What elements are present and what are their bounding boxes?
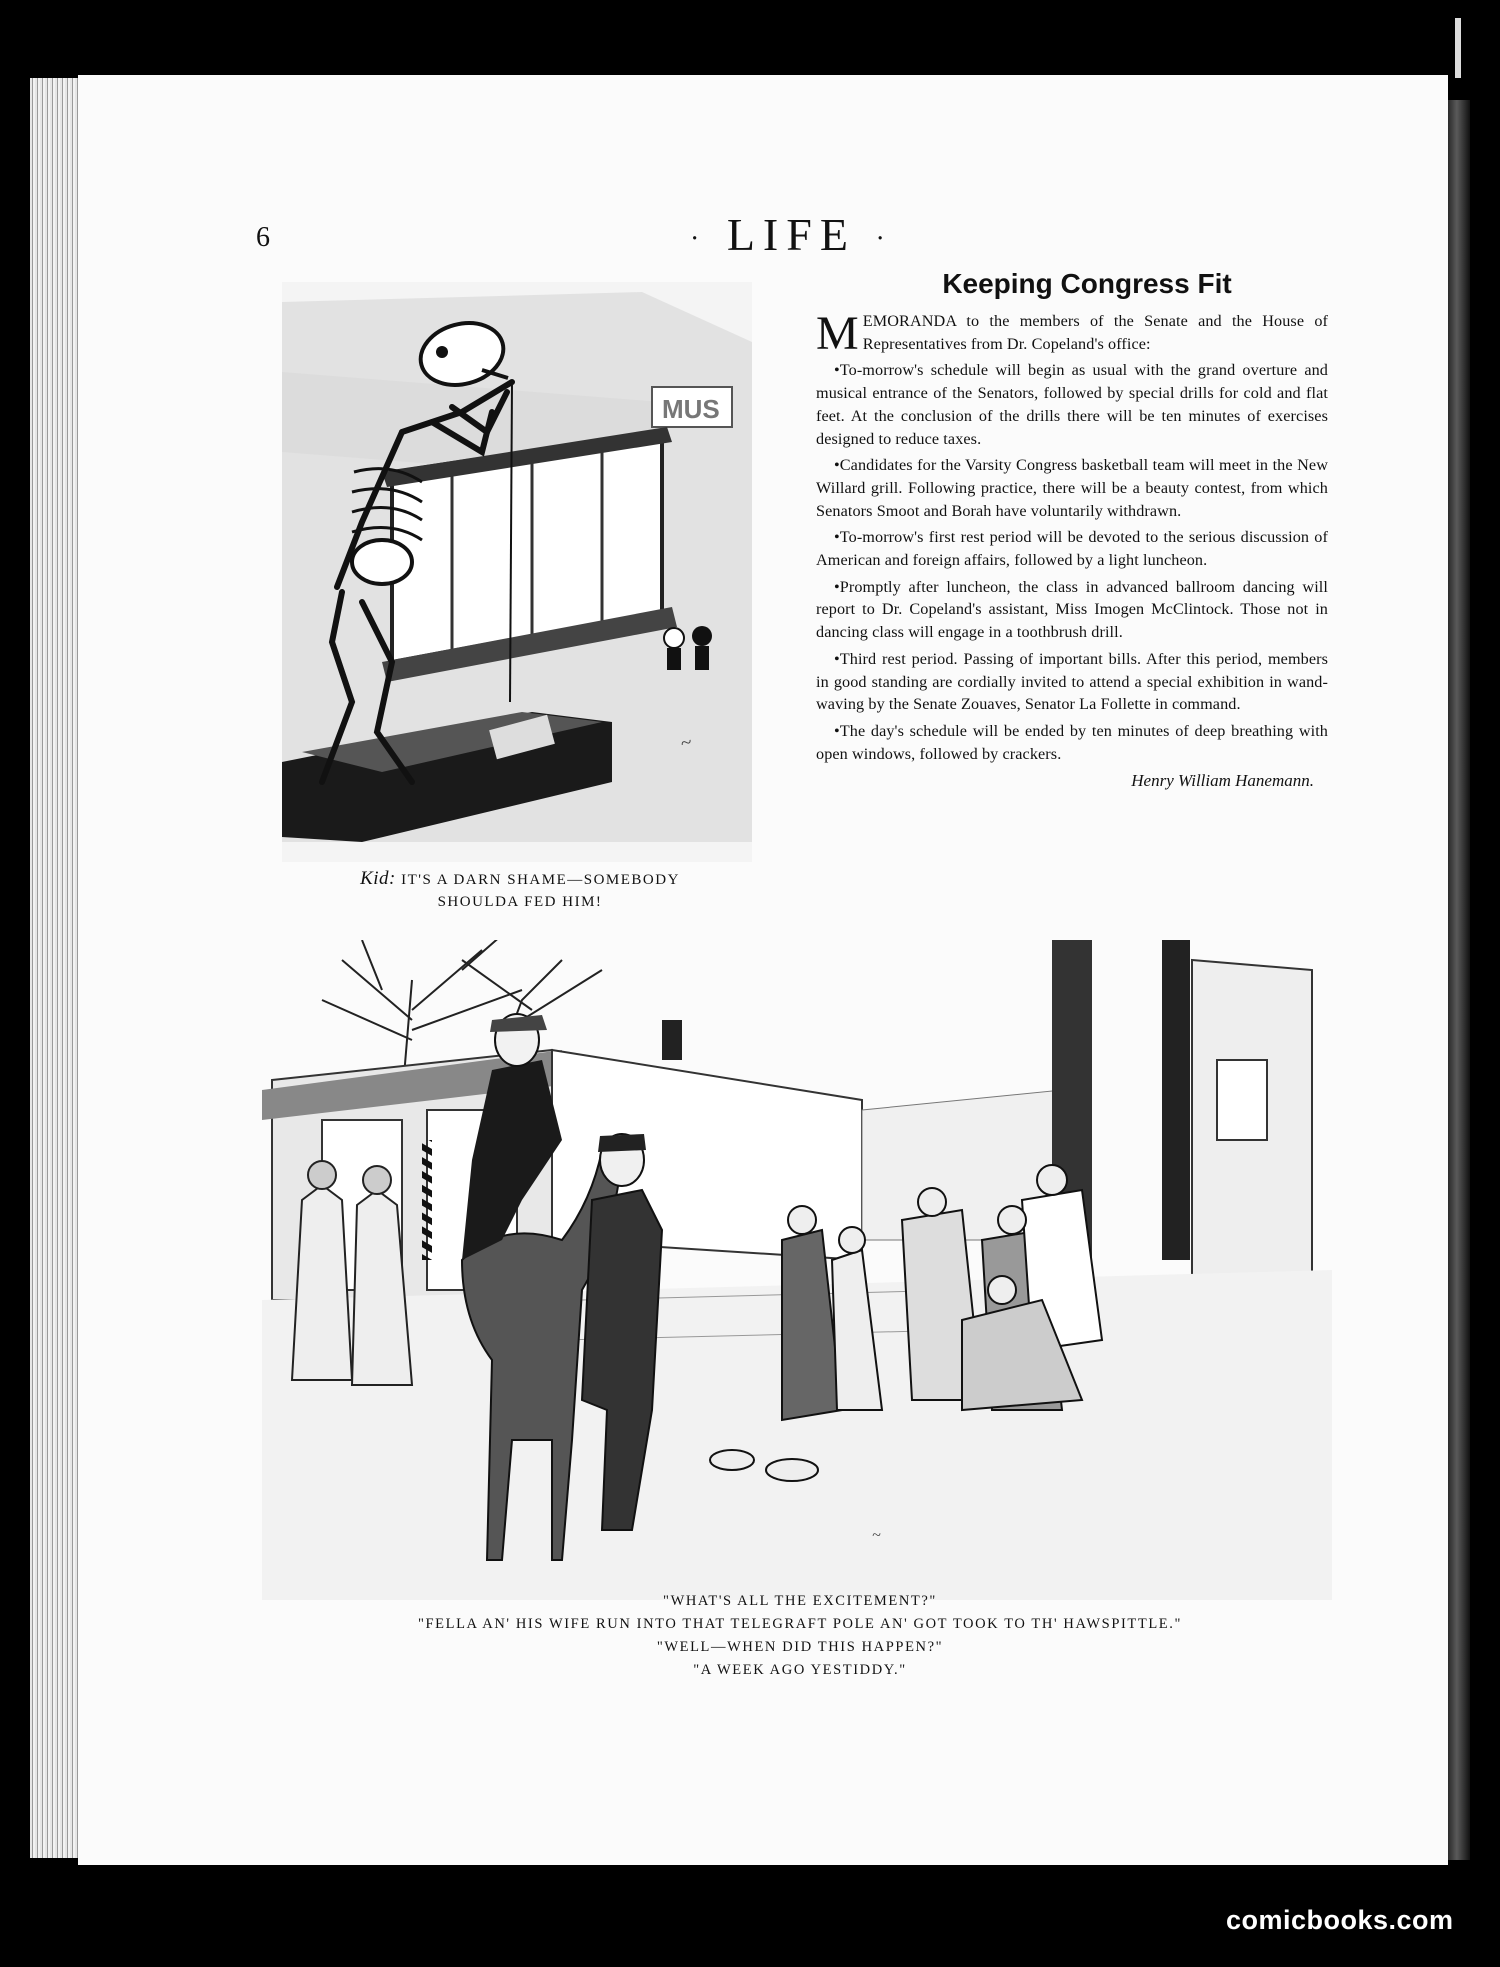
masthead-dot-right: · — [875, 223, 893, 255]
paragraph-1-text: EMORANDA to the members of the Senate and the House of Representatives from Dr. Copeland's office: — [862, 312, 1328, 353]
book-page-edges — [30, 78, 78, 1858]
skeleton-cartoon-caption — [300, 868, 740, 913]
article-keeping-congress-fit — [816, 268, 1328, 791]
page-number: 6 — [256, 222, 270, 253]
article-paragraph-2: •To-morrow's schedule will begin as usual with the grand overture and musical entrance of the Senators, followed by special drills for cold and flat feet. At the conclusion of the drills there will be ten minutes of exercises designed to reduce taxes. — [816, 361, 1328, 448]
site-watermark: comicbooks.com — [1226, 1905, 1454, 1935]
illustrator-signature: ~ — [678, 731, 694, 755]
article-paragraph-1 — [816, 307, 1328, 360]
skeleton-cartoon-illustration — [282, 282, 752, 862]
caption-dialogue-line-1: "WHAT'S ALL THE EXCITEMENT?" — [663, 1593, 937, 1609]
masthead-dot-left: · — [690, 223, 708, 255]
article-paragraph-4: •To-morrow's first rest period will be devoted to the serious discussion of American and foreign affairs, followed by a light luncheon. — [816, 528, 1328, 570]
street-scene-illustration — [262, 940, 1332, 1600]
caption-dialogue-line-2: "FELLA AN' HIS WIFE RUN INTO THAT TELEGRAFT POLE AN' GOT TOOK TO TH' HAWSPITTLE." — [418, 1616, 1182, 1632]
drop-cap: M — [816, 307, 859, 360]
street-scene-caption — [300, 1590, 1300, 1682]
masthead-title: LIFE — [726, 209, 856, 260]
caption-dialogue-line-4: "A WEEK AGO YESTIDDY." — [693, 1662, 907, 1678]
book-binding-edge — [1448, 100, 1470, 1860]
article-title: Keeping Congress Fit — [942, 268, 1232, 299]
caption-line-2: SHOULDA FED HIM! — [437, 894, 603, 910]
article-byline: Henry William Hanemann. — [1131, 771, 1314, 791]
masthead — [690, 208, 893, 261]
illustrator-signature-bottom: ~ — [872, 1527, 881, 1544]
scan-edge-mark — [1455, 18, 1461, 78]
article-paragraph-3: •Candidates for the Varsity Congress basketball team will meet in the New Willard grill. Following practice, there will be a beauty contest, from which Senators Smoot and Borah have voluntarily withdrawn. — [816, 456, 1328, 520]
museum-sign-text: MUS — [662, 394, 720, 424]
caption-dialogue-line-3: "WELL—WHEN DID THIS HAPPEN?" — [656, 1639, 944, 1655]
article-paragraph-5: •Promptly after luncheon, the class in advanced ballroom dancing will report to Dr. Copeland's assistant, Miss Imogen McClintock. Those not in dancing class will engage in a toothbrush drill. — [816, 577, 1328, 642]
caption-speaker: Kid: — [360, 868, 396, 889]
article-paragraph-7: •The day's schedule will be ended by ten minutes of deep breathing with open windows, followed by crackers. — [816, 721, 1328, 763]
caption-line-1: IT'S A DARN SHAME—SOMEBODY — [401, 872, 680, 888]
article-paragraph-6: •Third rest period. Passing of important bills. After this period, members in good standing are cordially invited to attend a special exhibition in wand-waving by the Senate Zouaves, Senator La Follette in command. — [816, 649, 1328, 714]
